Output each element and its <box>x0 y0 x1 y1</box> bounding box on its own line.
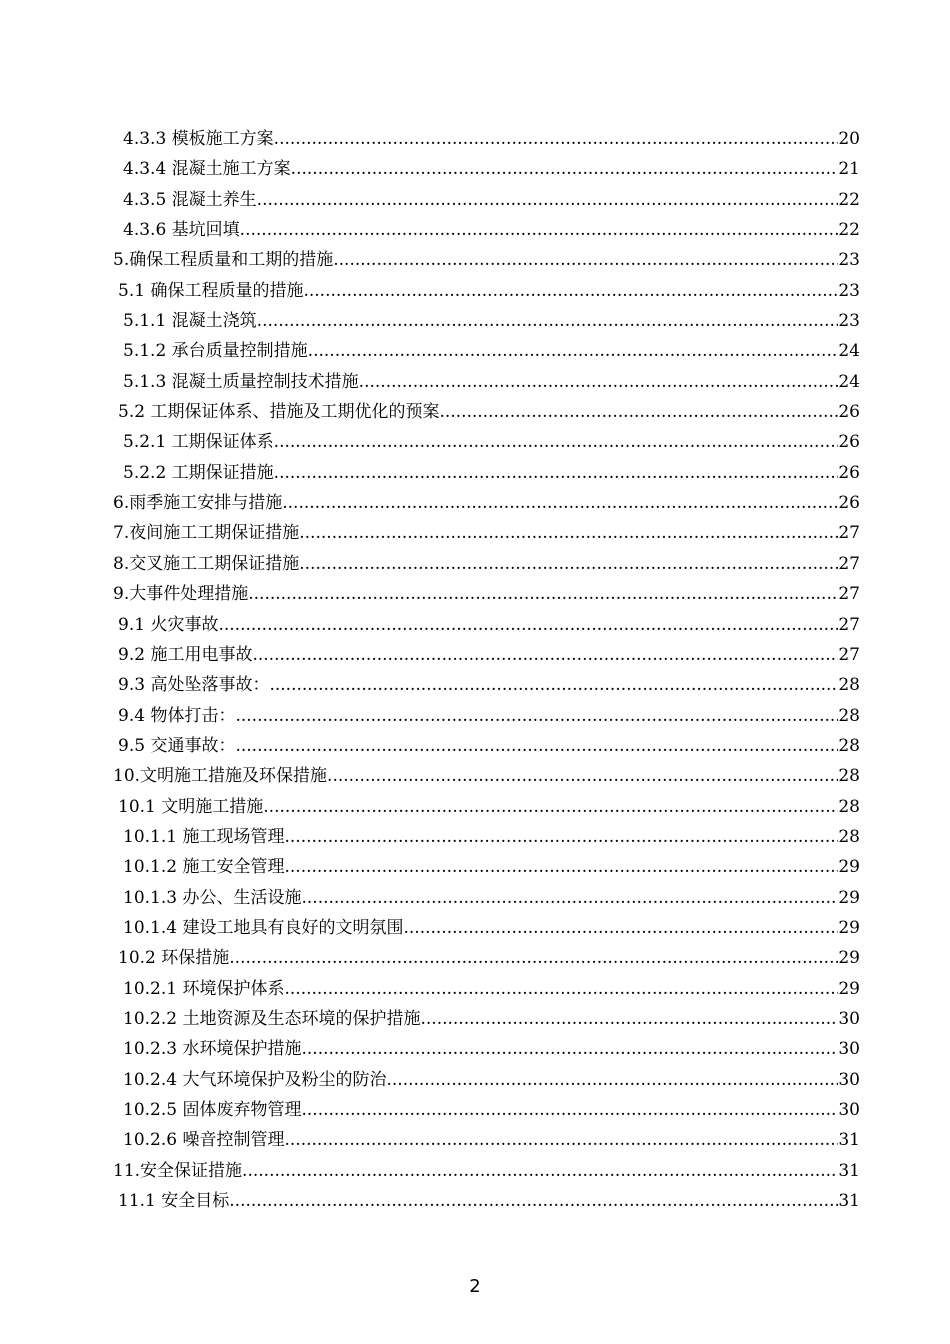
toc-entry-title: 5.2.1 工期保证体系 <box>123 432 274 453</box>
toc-entry[interactable] <box>0 913 950 943</box>
toc-entry-title: 4.3.5 混凝土养生 <box>123 189 257 210</box>
toc-entry-row <box>113 579 860 609</box>
toc-dot-leader <box>235 731 838 761</box>
toc-dot-leader <box>274 124 839 154</box>
toc-entry-title: 5.1 确保工程质量的措施 <box>118 280 304 301</box>
toc-entry[interactable] <box>0 185 950 215</box>
toc-entry[interactable] <box>0 761 950 791</box>
toc-entry-title: 11.1 安全目标 <box>118 1191 230 1212</box>
toc-entry-title: 10.2.3 水环境保护措施 <box>123 1039 302 1060</box>
toc-entry-page-number: 29 <box>838 978 860 999</box>
toc-entry-title: 10.文明施工措施及环保措施 <box>113 766 328 787</box>
toc-entry-page-number: 28 <box>838 705 860 726</box>
toc-entry[interactable] <box>0 124 950 154</box>
toc-entry-page-number: 27 <box>838 614 860 635</box>
toc-dot-leader <box>403 913 838 943</box>
toc-entry-title: 10.2.4 大气环境保护及粉尘的防治 <box>123 1069 387 1090</box>
toc-entry-page-number: 23 <box>838 280 860 301</box>
toc-dot-leader <box>257 306 839 336</box>
toc-entry-row <box>123 1095 860 1125</box>
toc-dot-leader <box>386 1065 838 1095</box>
toc-dot-leader <box>229 1186 838 1216</box>
toc-entry-title: 9.1 火灾事故 <box>118 614 219 635</box>
toc-entry-row <box>123 1065 860 1095</box>
toc-entry-row <box>123 1125 860 1155</box>
toc-entry-row <box>123 458 860 488</box>
toc-entry-row <box>118 1186 860 1216</box>
toc-entry-row <box>113 1156 860 1186</box>
toc-entry-title: 4.3.6 基坑回填 <box>123 220 240 241</box>
toc-entry-title: 10.1.2 施工安全管理 <box>123 857 285 878</box>
toc-entry-page-number: 27 <box>838 584 860 605</box>
toc-entry-page-number: 29 <box>838 948 860 969</box>
toc-entry-page-number: 30 <box>838 1008 860 1029</box>
toc-dot-leader <box>274 427 839 457</box>
toc-entry-row <box>123 154 860 184</box>
toc-entry[interactable] <box>0 549 950 579</box>
toc-entry-title: 6.雨季施工安排与措施 <box>113 493 283 514</box>
toc-entry-title: 4.3.4 混凝土施工方案 <box>123 159 291 180</box>
toc-entry-row <box>123 306 860 336</box>
toc-entry[interactable] <box>0 822 950 852</box>
toc-entry-row <box>123 427 860 457</box>
toc-entry[interactable] <box>0 154 950 184</box>
toc-entry-row <box>123 852 860 882</box>
toc-entry-page-number: 24 <box>838 371 860 392</box>
toc-entry-row <box>118 276 860 306</box>
toc-entry-row <box>123 336 860 366</box>
toc-dot-leader <box>269 670 838 700</box>
toc-dot-leader <box>252 640 838 670</box>
toc-entry-page-number: 31 <box>838 1130 860 1151</box>
toc-entry-row <box>118 701 860 731</box>
toc-entry-row <box>118 943 860 973</box>
toc-entry[interactable] <box>0 458 950 488</box>
toc-entry-title: 5.1.1 混凝土浇筑 <box>123 311 257 332</box>
toc-entry-title: 10.2.5 固体废弃物管理 <box>123 1100 302 1120</box>
toc-entry-row <box>123 367 860 397</box>
toc-entry-page-number: 29 <box>838 857 860 878</box>
toc-entry-page-number: 20 <box>838 129 860 149</box>
toc-dot-leader <box>303 276 838 306</box>
toc-dot-leader <box>299 518 838 548</box>
toc-entry[interactable] <box>0 1004 950 1034</box>
toc-entry-title: 10.2.1 环境保护体系 <box>123 978 285 999</box>
toc-dot-leader <box>333 245 838 275</box>
toc-entry-page-number: 22 <box>838 220 860 241</box>
toc-entry-title: 9.5 交通事故： <box>118 735 236 756</box>
toc-entry[interactable] <box>0 1065 950 1095</box>
toc-entry-row <box>113 245 860 275</box>
toc-entry-page-number: 27 <box>838 553 860 574</box>
toc-entry-page-number: 27 <box>838 523 860 544</box>
toc-entry[interactable] <box>0 306 950 336</box>
toc-entry-page-number: 24 <box>838 341 860 362</box>
toc-entry-title: 5.2.2 工期保证措施 <box>123 462 274 483</box>
toc-entry-title: 10.1.4 建设工地具有良好的文明氛围 <box>123 917 404 938</box>
toc-dot-leader <box>284 974 838 1004</box>
toc-entry-row <box>123 1004 860 1034</box>
toc-dot-leader <box>301 1034 838 1064</box>
toc-entry-row <box>123 185 860 215</box>
toc-entry[interactable] <box>0 1156 950 1186</box>
page-number: 2 <box>469 1276 481 1297</box>
toc-entry-row <box>123 822 860 852</box>
toc-entry-row <box>118 397 860 427</box>
toc-dot-leader <box>242 1156 838 1186</box>
toc-dot-leader <box>291 154 839 184</box>
toc-entry[interactable] <box>0 701 950 731</box>
toc-entry-title: 9.4 物体打击： <box>118 705 236 726</box>
toc-dot-leader <box>282 488 838 518</box>
toc-entry-page-number: 28 <box>838 675 860 696</box>
toc-entry-row <box>113 761 860 791</box>
toc-entry-row <box>118 731 860 761</box>
toc-entry-page-number: 27 <box>838 644 860 665</box>
toc-entry-row <box>118 792 860 822</box>
toc-entry-page-number: 22 <box>838 189 860 210</box>
toc-entry-title: 10.2.2 土地资源及生态环境的保护措施 <box>123 1008 421 1029</box>
toc-entry-row <box>123 974 860 1004</box>
toc-entry-title: 11.安全保证措施 <box>113 1160 243 1181</box>
toc-entry-page-number: 23 <box>838 250 860 271</box>
toc-entry-page-number: 26 <box>838 462 860 483</box>
toc-entry-page-number: 26 <box>838 493 860 514</box>
toc-entry-title: 5.1.2 承台质量控制措施 <box>123 341 308 362</box>
toc-entry-title: 10.1 文明施工措施 <box>118 796 264 817</box>
toc-dot-leader <box>359 367 839 397</box>
toc-entry-page-number: 31 <box>838 1160 860 1181</box>
toc-dot-leader <box>284 822 838 852</box>
toc-dot-leader <box>299 549 838 579</box>
table-of-contents <box>0 124 950 1216</box>
toc-entry-page-number: 30 <box>838 1069 860 1090</box>
toc-entry-page-number: 30 <box>838 1039 860 1060</box>
toc-dot-leader <box>284 852 838 882</box>
toc-entry-page-number: 29 <box>838 917 860 938</box>
toc-entry-page-number: 28 <box>838 796 860 817</box>
toc-entry-page-number: 28 <box>838 735 860 756</box>
toc-entry[interactable] <box>0 883 950 913</box>
toc-dot-leader <box>218 610 838 640</box>
toc-entry[interactable] <box>0 974 950 1004</box>
toc-entry-row <box>113 518 860 548</box>
toc-entry-row <box>123 215 860 245</box>
toc-dot-leader <box>284 1125 838 1155</box>
toc-entry[interactable] <box>0 792 950 822</box>
toc-entry-title: 10.1.1 施工现场管理 <box>123 826 285 847</box>
toc-dot-leader <box>301 883 838 913</box>
toc-entry-title: 4.3.3 模板施工方案 <box>123 129 274 149</box>
toc-entry[interactable] <box>0 397 950 427</box>
toc-entry[interactable] <box>0 336 950 366</box>
toc-dot-leader <box>327 761 838 791</box>
toc-entry[interactable] <box>0 731 950 761</box>
toc-dot-leader <box>257 185 839 215</box>
toc-entry-row <box>118 610 860 640</box>
toc-entry-title: 9.3 高处坠落事故： <box>118 675 270 696</box>
toc-dot-leader <box>263 792 838 822</box>
toc-entry[interactable] <box>0 1034 950 1064</box>
toc-dot-leader <box>235 701 838 731</box>
toc-dot-leader <box>274 458 839 488</box>
toc-entry[interactable] <box>0 640 950 670</box>
toc-entry-row <box>113 549 860 579</box>
toc-dot-leader <box>248 579 838 609</box>
toc-entry-title: 7.夜间施工工期保证措施 <box>113 523 300 544</box>
toc-entry-title: 10.1.3 办公、生活设施 <box>123 887 302 908</box>
toc-entry-page-number: 29 <box>838 887 860 908</box>
toc-entry-page-number: 31 <box>838 1191 860 1212</box>
toc-entry[interactable] <box>0 1095 950 1125</box>
toc-entry-title: 5.1.3 混凝土质量控制技术措施 <box>123 371 359 392</box>
toc-dot-leader <box>301 1095 838 1125</box>
toc-entry-page-number: 23 <box>838 311 860 332</box>
toc-entry[interactable] <box>0 215 950 245</box>
toc-dot-leader <box>439 397 838 427</box>
toc-entry-row <box>118 640 860 670</box>
toc-dot-leader <box>229 943 838 973</box>
toc-entry[interactable] <box>0 276 950 306</box>
toc-entry-page-number: 28 <box>838 826 860 847</box>
toc-entry-page-number: 21 <box>838 159 860 180</box>
toc-dot-leader <box>308 336 839 366</box>
toc-entry[interactable] <box>0 852 950 882</box>
toc-entry-title: 9.2 施工用电事故 <box>118 644 253 665</box>
toc-entry[interactable] <box>0 943 950 973</box>
toc-entry-page-number: 30 <box>838 1100 860 1120</box>
toc-entry-title: 5.确保工程质量和工期的措施 <box>113 250 334 271</box>
toc-entry-title: 5.2 工期保证体系、措施及工期优化的预案 <box>118 402 440 423</box>
toc-dot-leader <box>240 215 839 245</box>
toc-entry-row <box>123 1034 860 1064</box>
toc-entry-row <box>118 670 860 700</box>
toc-entry-page-number: 28 <box>838 766 860 787</box>
toc-entry-page-number: 26 <box>838 432 860 453</box>
toc-entry[interactable] <box>0 488 950 518</box>
toc-entry[interactable] <box>0 1186 950 1216</box>
toc-entry[interactable] <box>0 1125 950 1155</box>
toc-entry[interactable] <box>0 245 950 275</box>
toc-dot-leader <box>420 1004 838 1034</box>
toc-entry[interactable] <box>0 518 950 548</box>
toc-entry[interactable] <box>0 367 950 397</box>
toc-entry[interactable] <box>0 427 950 457</box>
toc-entry-title: 10.2.6 噪音控制管理 <box>123 1130 285 1151</box>
toc-entry-title: 8.交叉施工工期保证措施 <box>113 553 300 574</box>
toc-entry-row <box>113 488 860 518</box>
toc-entry-row <box>123 883 860 913</box>
toc-entry-title: 9.大事件处理措施 <box>113 584 249 605</box>
toc-entry-row <box>123 913 860 943</box>
toc-entry[interactable] <box>0 610 950 640</box>
toc-entry-page-number: 26 <box>838 402 860 423</box>
toc-entry-title: 10.2 环保措施 <box>118 948 230 969</box>
toc-entry-row <box>123 124 860 154</box>
toc-entry[interactable] <box>0 670 950 700</box>
toc-entry[interactable] <box>0 579 950 609</box>
